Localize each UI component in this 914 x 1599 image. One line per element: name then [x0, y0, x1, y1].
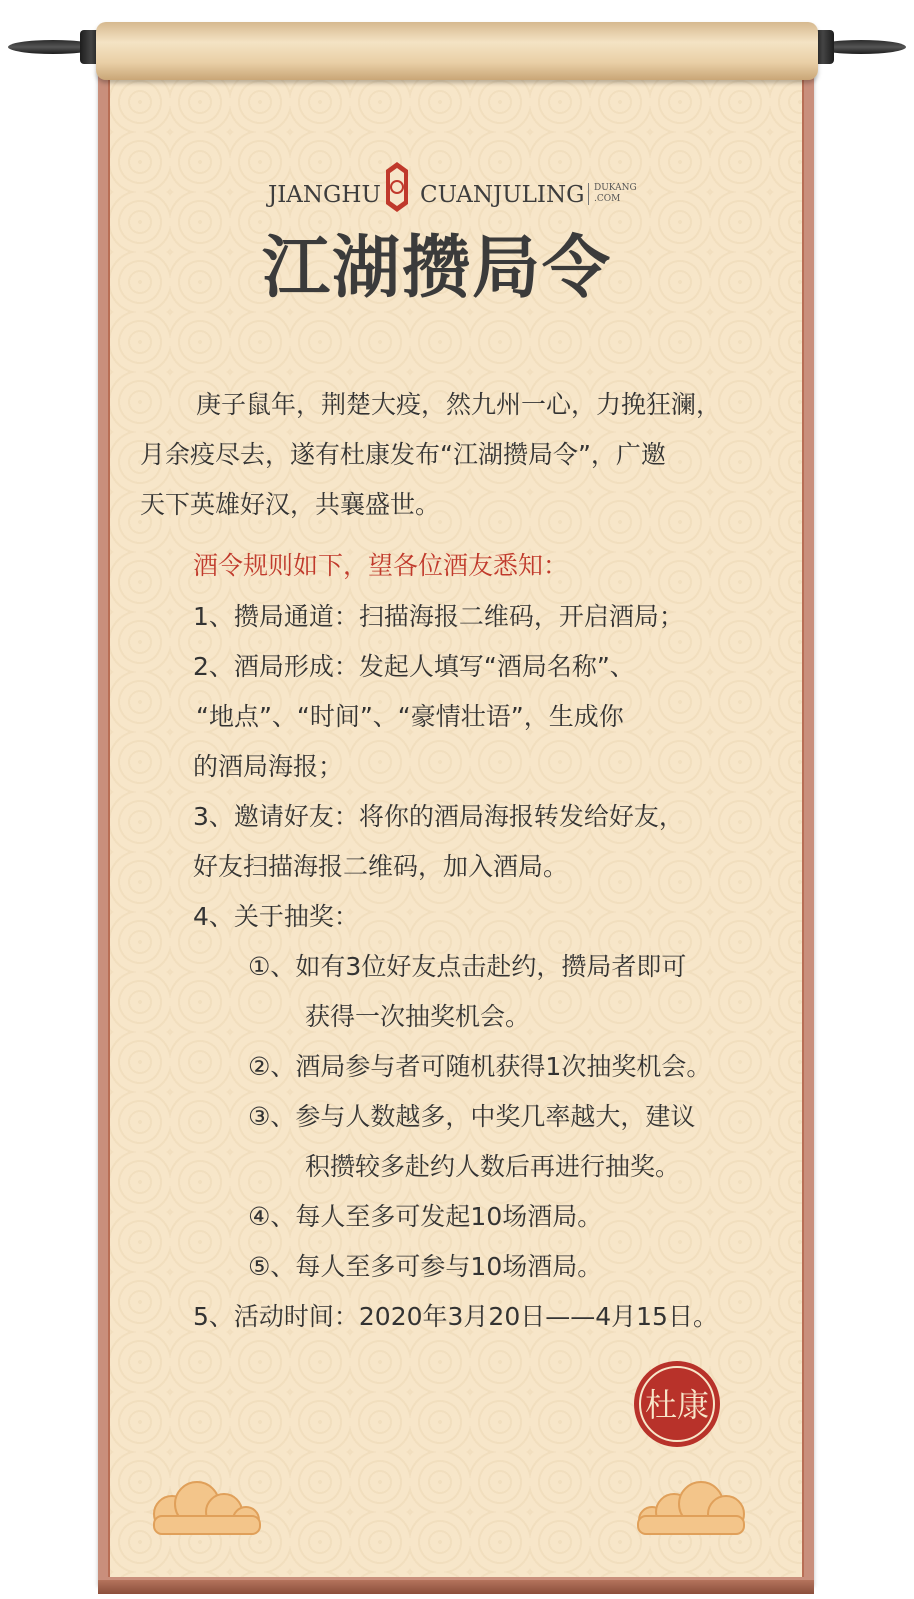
rules-heading: 酒令规则如下，望各位酒友悉知： [193, 551, 569, 580]
intro-line-1: 庚子鼠年，荆楚大疫，然九州一心，力挽狂澜， [196, 390, 722, 419]
sub-rule-3-line-1: ③、参与人数越多，中奖几率越大，建议 [248, 1102, 696, 1131]
rule-2-line-2: “地点”、“时间”、“豪情壮语”，生成你 [196, 702, 624, 731]
seal-icon [631, 1358, 723, 1450]
page-title: 江湖攒局令 [262, 229, 613, 308]
logo-mark-icon [384, 160, 410, 214]
cloud-icon [626, 1476, 756, 1536]
brand-domain-line1: DUKANG [594, 183, 637, 193]
sub-rule-5: ⑤、每人至多可参与10场酒局。 [248, 1252, 603, 1281]
intro-paragraph [140, 380, 780, 530]
intro-line-3: 天下英雄好汉，共襄盛世。 [140, 490, 441, 519]
scroll-top-roll [96, 22, 818, 80]
brand-domain-line2: .COM [594, 194, 621, 204]
brand-domain [588, 183, 637, 205]
brand-right-text: CUANJULING [420, 182, 585, 208]
cloud-icon [142, 1476, 272, 1536]
rule-2-line-3: 的酒局海报； [193, 752, 344, 781]
sub-rule-3-line-2: 积攒较多赴约人数后再进行抽奖。 [305, 1152, 681, 1181]
rule-5: 5、活动时间：2020年3月20日——4月15日。 [193, 1302, 718, 1331]
sub-rule-1-line-1: ①、如有3位好友点击赴约，攒局者即可 [248, 952, 687, 981]
rule-1: 1、攒局通道：扫描海报二维码，开启酒局； [193, 602, 684, 631]
scroll-bottom-edge [98, 1580, 814, 1594]
sub-rule-1-line-2: 获得一次抽奖机会。 [305, 1002, 531, 1031]
rule-3-line-2: 好友扫描海报二维码，加入酒局。 [193, 852, 569, 881]
sub-rule-2: ②、酒局参与者可随机获得1次抽奖机会。 [248, 1052, 712, 1081]
sub-rule-4: ④、每人至多可发起10场酒局。 [248, 1202, 603, 1231]
brand-left-text: JIANGHU [268, 182, 381, 208]
seal-text: 杜康 [644, 1386, 710, 1424]
rule-3-line-1: 3、邀请好友：将你的酒局海报转发给好友， [193, 802, 684, 831]
intro-line-2: 月余疫尽去，遂有杜康发布“江湖攒局令”，广邀 [140, 440, 666, 469]
rule-4: 4、关于抽奖： [193, 902, 359, 931]
rule-2-line-1: 2、酒局形成：发起人填写“酒局名称”、 [193, 652, 635, 681]
